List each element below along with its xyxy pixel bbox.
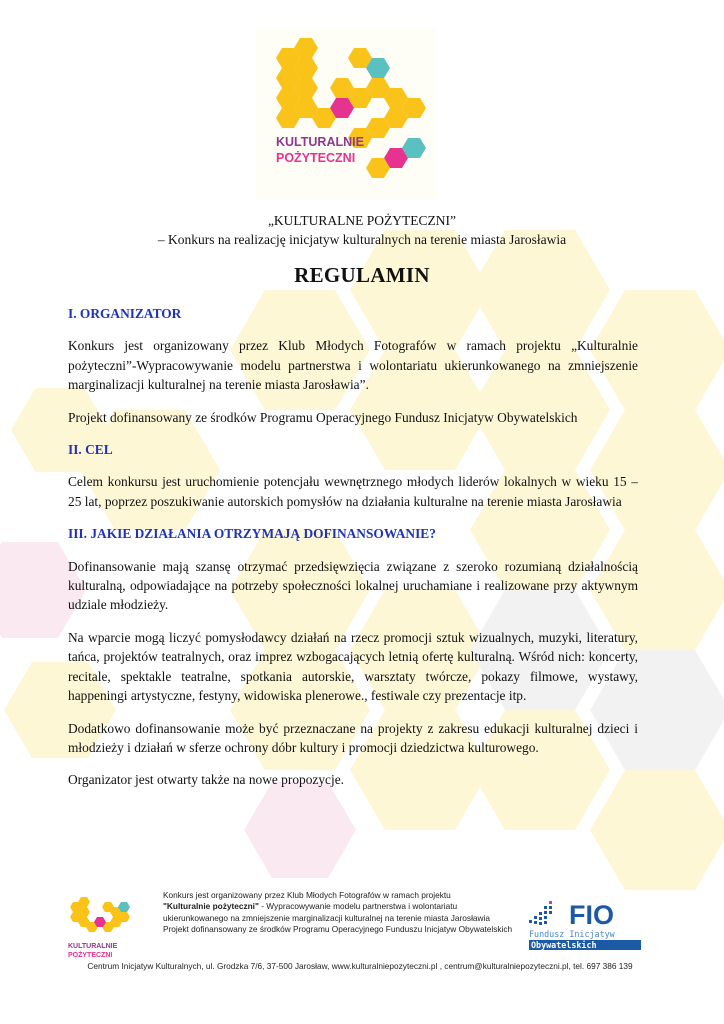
kulturalnie-pozyteczni-logo <box>256 28 436 200</box>
organizator-paragraph-1: Konkurs jest organizowany przez Klub Młodych Fotografów w ramach projektu „Kulturalnie pożyteczni”-Wypracowywanie modelu partnerstwa i wolontariatu ukierunkowanego na zmniejszenie marginalizacji kulturalnej na terenie miasta Jarosławia”. <box>68 338 638 393</box>
footer-project-info <box>163 890 583 936</box>
section-title-organizator: I. ORGANIZATOR <box>68 306 182 321</box>
heading-line1: „KULTURALNE POŻYTECZNI” <box>267 213 457 228</box>
dzialania-paragraph-4: Organizator jest otwarty także na nowe propozycje. <box>68 772 345 788</box>
section-title-dzialania: III. JAKIE DZIAŁANIA OTRZYMAJĄ DOFINANSOWANIE? <box>68 526 436 542</box>
footer-line4: Projekt dofinansowany ze środków Programu Operacyjnego Funduszu Inicjatyw Obywatelskich <box>163 924 513 935</box>
footer-line3: ukierunkowanego na zmniejszenie marginalizacji kulturalnej na terenie miasta Jarosławia <box>163 912 490 923</box>
fio-line1: Fundusz Inicjatyw <box>529 929 615 939</box>
document-heading <box>0 211 724 249</box>
logo-text-line1: KULTURALNIE <box>276 135 364 149</box>
page-footer <box>60 890 660 980</box>
organizator-paragraph-2: Projekt dofinansowany ze środków Programu Operacyjnego Fundusz Inicjatyw Obywatelskich <box>68 409 578 425</box>
footer-line2 <box>163 901 583 912</box>
fio-logo <box>525 894 645 950</box>
fio-title: FIO <box>569 900 614 930</box>
logo-text-line2: POŻYTECZNI <box>276 151 356 165</box>
footer-address: Centrum Inicjatyw Kulturalnych, ul. Grodzka 7/6, 37-500 Jarosław, www.kulturalniepozyteczni.pl , centrum@kulturalniepozyteczni.pl, tel. 697 386 139 <box>87 961 633 971</box>
cel-paragraph-1: Celem konkursu jest uruchomienie potencjału wewnętrznego młodych liderów lokalnych w wieku 15 – 25 lat, poprzez poszukiwanie autorskich pomysłów na działania kulturalne na terenie miasta Jarosławia <box>68 474 638 509</box>
regulamin-title: REGULAMIN <box>294 263 430 287</box>
footer-project-name: "Kulturalnie pożyteczni" <box>163 901 259 912</box>
dzialania-paragraph-1: Dofinansowanie mają szansę otrzymać przedsięwzięcia związane z szeroko rozumianą działalnością kulturalną, odpowiadające na potrzeby społeczności lokalnej uruchamiane i realizowane przy aktywnym udziale młodzieży. <box>68 558 638 613</box>
document-content <box>68 304 638 790</box>
section-title-cel: II. CEL <box>68 442 113 458</box>
footer-line1: Konkurs jest organizowany przez Klub Młodych Fotografów w ramach projektu <box>163 890 451 900</box>
footer-logo-line1: KULTURALNIE <box>68 943 118 950</box>
footer-logo-line2: POŻYTECZNI <box>68 952 113 959</box>
footer-line2-rest: - Wypracowywanie modelu partnerstwa i wolontariatu <box>258 901 458 912</box>
heading-line2: – Konkurs na realizację inicjatyw kulturalnych na terenie miasta Jarosławia <box>157 232 567 247</box>
dzialania-paragraph-2: Na wparcie mogą liczyć pomysłodawcy działań na rzecz promocji sztuk wizualnych, muzyki, literatury, tańca, projektów teatralnych, oraz imprez wzbogacających letnią ofertę kulturalną. Wśród nich: koncerty, recitale, spektakle teatralne, spotkania autorskie, warsztaty twórcze, pokazy filmowe, wystawy, happeningi artystyczne, festyny, widowiska plenerowe., festiwale czy prezentacje itp. <box>68 629 638 704</box>
footer-kulturalnie-logo <box>64 894 136 962</box>
dzialania-paragraph-3: Dodatkowo dofinansowanie może być przeznaczane na projekty z zakresu edukacji kulturalnej dzieci i młodzieży i działań w sferze ochrony dóbr kultury i promocji dziedzictwa kulturowego. <box>68 720 638 755</box>
fio-line2: Obywatelskich <box>531 940 597 950</box>
